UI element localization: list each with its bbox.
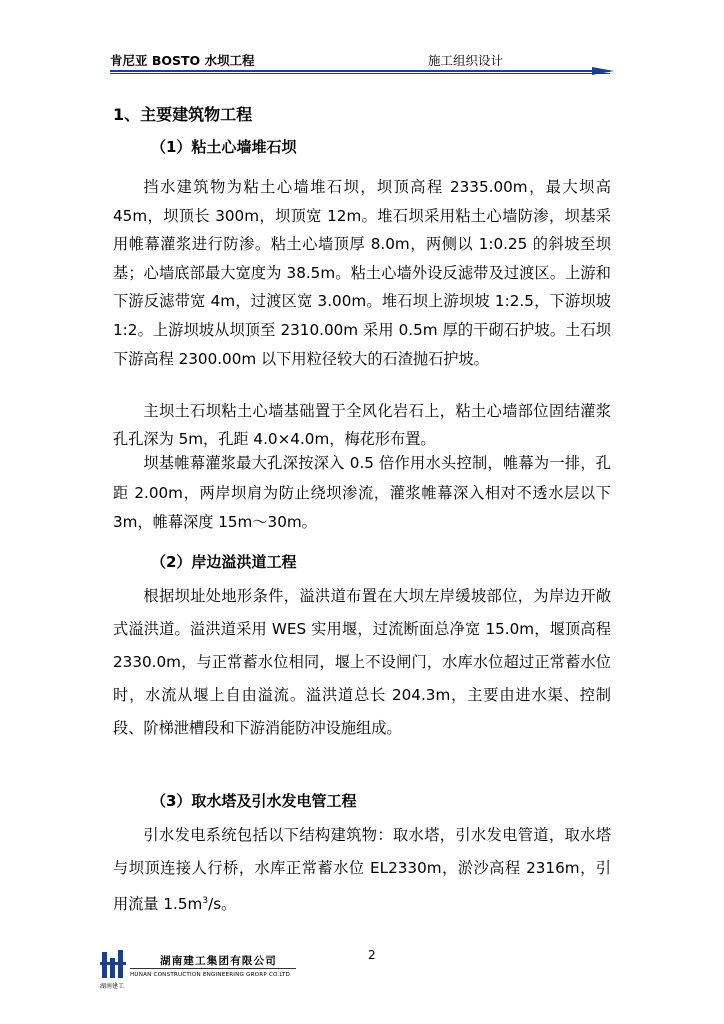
header-rule	[110, 70, 610, 72]
paragraph-intake-text: 引水发电系统包括以下结构建筑物：取水塔，引水发电管道，取水塔与坝顶连接人行桥，水库正常蓄水位 EL2330m，淤沙高程 2316m，引用流量 1.5m	[113, 826, 611, 914]
company-name-en: HUNAN CONSTRUCTION ENGINEERING GRORP CO.LTD	[130, 972, 291, 978]
paragraph-intake-unit: /s。	[208, 895, 237, 914]
company-logo	[100, 948, 300, 990]
page-header	[110, 50, 618, 80]
superscript-cubic: 3	[202, 896, 209, 906]
page-number: 2	[368, 948, 376, 962]
header-rule-thin	[110, 73, 610, 74]
subsection-title-spillway: （2）岸边溢洪道工程	[151, 553, 297, 571]
paragraph-spillway: 根据坝址处地形条件，溢洪道布置在大坝左岸缓坡部位，为岸边开敞式溢洪道。溢洪道采用 WES 实用堰，过流断面总净宽 15.0m，堰顶高程 2330.0m，与正常蓄水位相同，堰上不设闸门，水库水位超过正常蓄水位时，水流从堰上自由溢流。溢洪道总长 204.3m，主要由进水渠、控制段、阶梯泄槽段和下游消能防冲设施组成。	[113, 587, 611, 737]
company-name-cn: 湖南建工集团有限公司	[160, 955, 277, 967]
company-logo-icon	[100, 948, 126, 982]
header-arrow-icon	[592, 67, 614, 75]
subsection-title-intake: （3）取水塔及引水发电管工程	[151, 792, 357, 810]
header-project-name: 肯尼亚 BOSTO 水坝工程	[110, 53, 255, 68]
logo-divider	[130, 968, 296, 969]
paragraph-core-wall-grouting: 主坝土石坝粘土心墙基础置于全风化岩石上，粘土心墙部位固结灌浆孔孔深为 5m，孔距 4.0×4.0m，梅花形布置。	[113, 402, 611, 448]
company-logo-sub: 湖南建工	[100, 983, 125, 990]
subsection-title-dam: （1）粘土心墙堆石坝	[151, 138, 297, 156]
header-doc-type: 施工组织设计	[428, 53, 504, 68]
paragraph-intake	[113, 819, 611, 921]
paragraph-dam-description: 挡水建筑物为粘土心墙堆石坝，坝顶高程 2335.00m，最大坝高 45m，坝顶长 300m，坝顶宽 12m。堆石坝采用粘土心墙防渗，坝基采用帷幕灌浆进行防渗。粘土心墙顶厚 8.0m，两侧以 1:0.25 的斜坡至坝基；心墙底部最大宽度为 38.5m。粘土心墙外设反滤带及过渡区。上游和下游反滤带宽 4m，过渡区宽 3.00m。堆石坝上游坝坡 1:2.5，下游坝坡 1:2。上游坝坡从坝顶至 2310.00m 采用 0.5m 厚的干砌石护坡。土石坝下游高程 2300.00m 以下用粒径较大的石渣抛石护坡。	[113, 178, 611, 368]
paragraph-curtain-grouting: 坝基帷幕灌浆最大孔深按深入 0.5 倍作用水头控制，帷幕为一排，孔距 2.00m，两岸坝肩为防止绕坝渗流，灌浆帷幕深入相对不透水层以下 3m，帷幕深度 15m～30m。	[113, 454, 611, 531]
section-title: 1、主要建筑物工程	[113, 105, 253, 124]
